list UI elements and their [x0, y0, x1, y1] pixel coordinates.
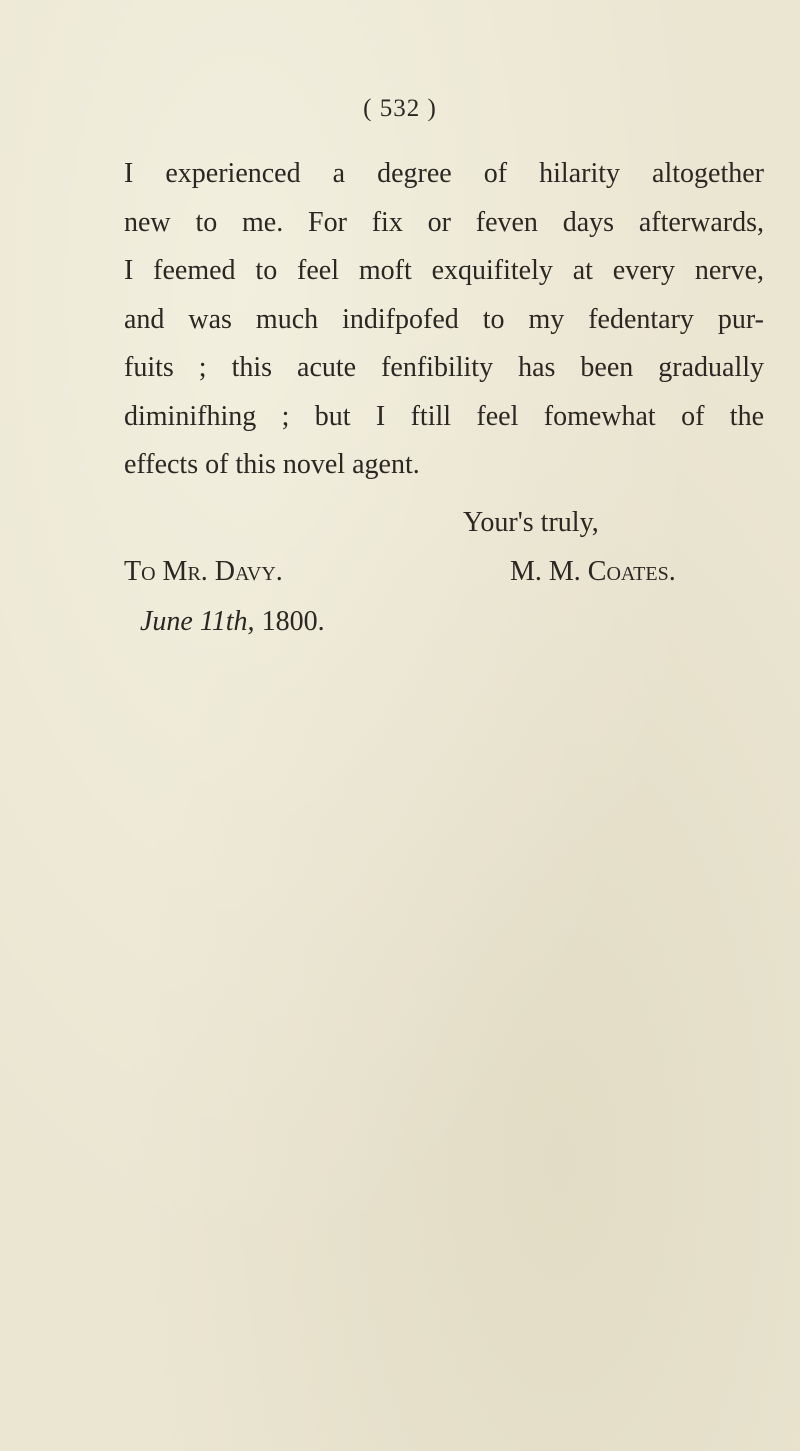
body-line: and was much indifpofed to my fedentary pur-: [124, 303, 764, 335]
body-line: new to me. For fix or feven days afterwards,: [124, 206, 764, 238]
body-line: diminifhing ; but I ftill feel fomewhat of the: [124, 400, 764, 432]
body-line: I feemed to feel moft exquifitely at every nerve,: [124, 255, 764, 286]
page-number: ( 532 ): [363, 95, 437, 122]
body-line: I experienced a degree of hilarity altogether: [124, 158, 764, 189]
letter-date: [140, 606, 325, 638]
signature: M. M. Coates.: [510, 556, 676, 587]
addressee: To Mr. Davy.: [124, 556, 283, 587]
valediction: Your's truly,: [463, 507, 599, 538]
date-year: 1800.: [261, 606, 325, 637]
letter-body: [124, 150, 764, 490]
body-line: effects of this novel agent.: [124, 449, 420, 480]
date-day: June 11th,: [140, 606, 255, 637]
body-line: fuits ; this acute fenfibility has been gradually: [124, 352, 764, 383]
